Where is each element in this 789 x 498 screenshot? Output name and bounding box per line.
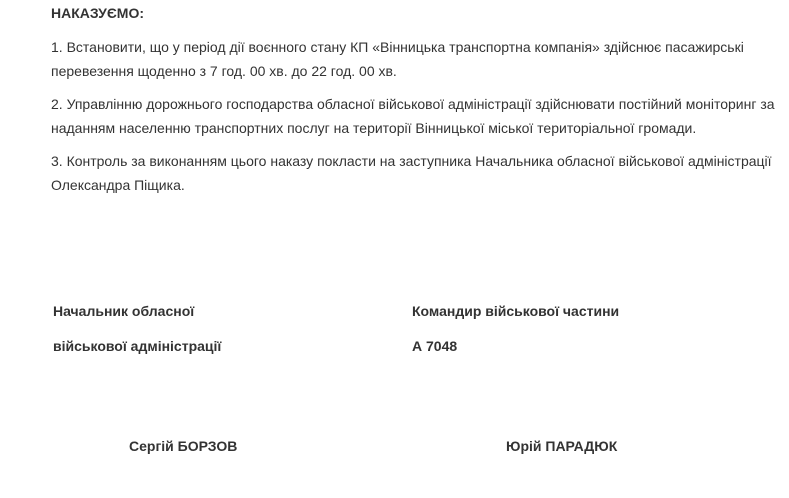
- right-signatory-title-line1: Командир військової частини: [412, 303, 620, 319]
- left-signatory-title-line2: військової адміністрації: [53, 338, 222, 354]
- order-paragraph-3: 3. Контроль за виконанням цього наказу покласти на заступника Начальника обласної військової адміністрації Олександра Піщика.: [51, 153, 772, 193]
- order-paragraph-1: 1. Встановити, що у період дії воєнного стану КП «Вінницька транспортна компанія» здійснює пасажирські перевезення щоденно з 7 год. 00 хв. до 22 год. 00 хв.: [51, 39, 744, 79]
- order-heading: НАКАЗУЄМО:: [51, 5, 144, 21]
- left-signatory-title-line1: Начальник обласної: [53, 303, 195, 319]
- left-signatory-name: Сергій БОРЗОВ: [129, 438, 238, 454]
- order-paragraph-2: 2. Управлінню дорожнього господарства обласної військової адміністрації здійснювати постійний моніторинг за наданням населенню транспортних послуг на території Вінницької міської територіальної громади.: [51, 96, 775, 136]
- right-signatory-name: Юрій ПАРАДЮК: [506, 438, 618, 454]
- right-signatory-title-line2: А 7048: [412, 338, 458, 354]
- order-body: [51, 4, 779, 207]
